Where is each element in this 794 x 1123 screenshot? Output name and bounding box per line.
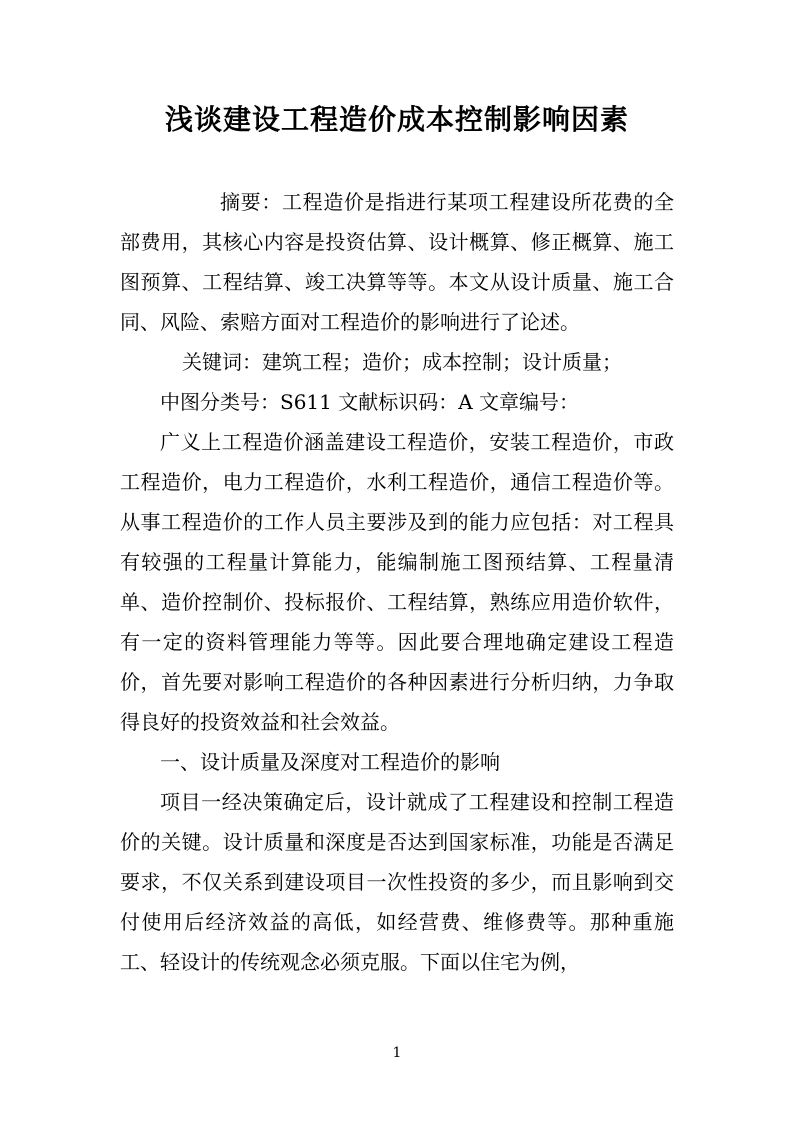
body-paragraph-1: 广义上工程造价涵盖建设工程造价，安装工程造价，市政工程造价，电力工程造价，水利工程造价，通信工程造价等。从事工程造价的工作人员主要涉及到的能力应包括：对工程具有较强的工程量计算能力，能编制施工图预结算、工程量清单、造价控制价、投标报价、工程结算，熟练应用造价软件，有一定的资料管理能力等等。因此要合理地确定建设工程造价，首先要对影响工程造价的各种因素进行分析归纳，力争取得良好的投资效益和社会效益。 <box>120 430 674 734</box>
document-body <box>120 182 674 982</box>
abstract-paragraph: 摘要：工程造价是指进行某项工程建设所花费的全部费用，其核心内容是投资估算、设计概算、修正概算、施工图预算、工程结算、竣工决算等等。本文从设计质量、施工合同、风险、索赔方面对工程造价的影响进行了论述。 <box>120 190 674 334</box>
classification-line: 中图分类号：S611 文献标识码：A 文章编号： <box>160 390 580 414</box>
page-number: 1 <box>392 1045 402 1061</box>
body-paragraph-2: 项目一经决策确定后，设计就成了工程建设和控制工程造价的关键。设计质量和深度是否达到国家标准，功能是否满足要求，不仅关系到建设项目一次性投资的多少，而且影响到交付使用后经济效益的高低，如经营费、维修费等。那种重施工、轻设计的传统观念必须克服。下面以住宅为例， <box>120 790 674 974</box>
document-title: 浅谈建设工程造价成本控制影响因素 <box>164 103 629 136</box>
keywords-line: 关键词：建筑工程；造价；成本控制；设计质量； <box>182 350 622 374</box>
section-heading-1: 一、设计质量及深度对工程造价的影响 <box>160 750 500 774</box>
